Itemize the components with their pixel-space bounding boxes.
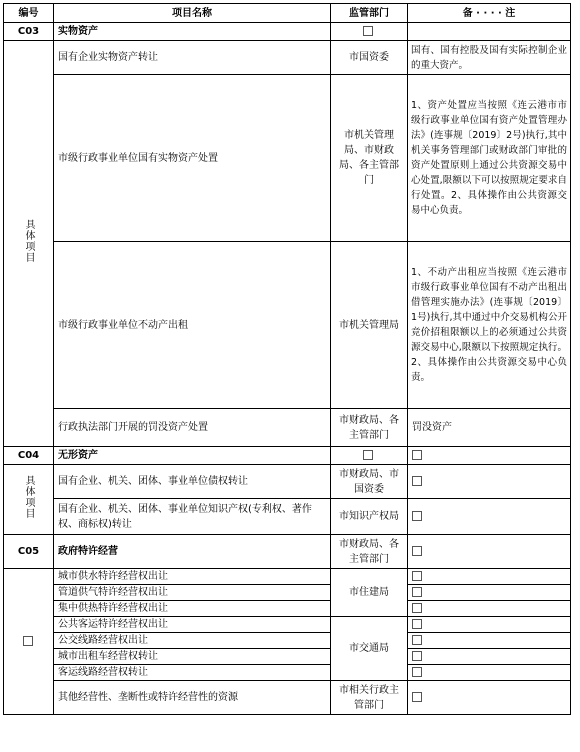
table-row [4, 681, 571, 715]
section-dept: 市财政局、各主管部门 [331, 535, 408, 569]
table-row [4, 499, 571, 535]
item-name: 城市出租车经营权转让 [54, 649, 331, 665]
item-name: 国有企业、机关、团体、事业单位债权转让 [54, 465, 331, 499]
item-note: 1、资产处置应当按照《连云港市市级行政事业单位国有资产处置管理办法》(连事规〔2019〕2号)执行,其中机关事务管理部门或财政部门审批的资产处置原则上通过公共资源交易中心处置,限额以下可以按照规定要求自行处置。2、具体操作由公共资源交易中心负责。 [408, 75, 571, 242]
checkbox-mark-icon [412, 571, 422, 581]
item-note: 国有、国有控股及国有实际控制企业的重大资产。 [408, 41, 571, 75]
item-dept: 市财政局、各主管部门 [331, 409, 408, 447]
item-dept: 市交通局 [331, 617, 408, 681]
checkbox-mark-icon [412, 587, 422, 597]
item-name: 行政执法部门开展的罚没资产处置 [54, 409, 331, 447]
section-row-c05 [4, 535, 571, 569]
table-row [4, 617, 571, 633]
resource-table [3, 3, 571, 715]
item-dept: 市机关管理局、市财政局、各主管部门 [331, 75, 408, 242]
table-row [4, 601, 571, 617]
checkbox-mark-icon [412, 651, 422, 661]
table-row [4, 633, 571, 649]
item-dept: 市国资委 [331, 41, 408, 75]
table-row [4, 409, 571, 447]
checkbox-mark-icon [412, 667, 422, 677]
table-row [4, 649, 571, 665]
item-name: 市级行政事业单位国有实物资产处置 [54, 75, 331, 242]
checkbox-mark-icon [412, 546, 422, 556]
side-label-cell [4, 41, 54, 447]
checkbox-mark-icon [363, 450, 373, 460]
side-label-cell [4, 569, 54, 715]
item-dept: 市知识产权局 [331, 499, 408, 535]
section-code: C03 [4, 23, 54, 41]
checkbox-mark-icon [412, 692, 422, 702]
checkbox-mark-icon [412, 619, 422, 629]
item-dept: 市机关管理局 [331, 242, 408, 409]
table-row [4, 569, 571, 585]
section-code: C05 [4, 535, 54, 569]
item-dept: 市财政局、市国资委 [331, 465, 408, 499]
table-row [4, 75, 571, 242]
side-label: 具体项目 [23, 219, 34, 263]
item-note: 1、不动产出租应当按照《连云港市市级行政事业单位国有不动产出租出借管理实施办法》(连事规〔2019〕1号)执行,其中通过中介交易机构公开竞价招租限额以上的必须通过公共资源交易中心,限额以下按照规定执行。2、具体操作由公共资源交易中心负责。 [408, 242, 571, 409]
item-name: 管道供气特许经营权出让 [54, 585, 331, 601]
section-title: 政府特许经营 [54, 535, 331, 569]
checkbox-mark-icon [412, 635, 422, 645]
item-name: 集中供热特许经营权出让 [54, 601, 331, 617]
header-code: 编号 [4, 4, 54, 23]
side-label-cell [4, 465, 54, 535]
checkbox-mark-icon [23, 636, 33, 646]
item-name: 其他经营性、垄断性或特许经营性的资源 [54, 681, 331, 715]
table-row [4, 465, 571, 499]
checkbox-mark-icon [412, 603, 422, 613]
item-dept: 市住建局 [331, 569, 408, 617]
section-title: 无形资产 [54, 447, 331, 465]
item-name: 客运线路经营权转让 [54, 665, 331, 681]
item-name: 公共客运特许经营权出让 [54, 617, 331, 633]
table-row [4, 242, 571, 409]
header-row [4, 4, 571, 23]
table-row [4, 665, 571, 681]
header-note: 备 · · · · 注 [408, 4, 571, 23]
item-name: 城市供水特许经营权出让 [54, 569, 331, 585]
header-name: 项目名称 [54, 4, 331, 23]
item-dept: 市相关行政主管部门 [331, 681, 408, 715]
side-label: 具体项目 [23, 475, 34, 519]
header-dept: 监管部门 [331, 4, 408, 23]
table-row [4, 41, 571, 75]
item-name: 市级行政事业单位不动产出租 [54, 242, 331, 409]
checkbox-mark-icon [412, 450, 422, 460]
item-name: 公交线路经营权出让 [54, 633, 331, 649]
item-name: 国有企业、机关、团体、事业单位知识产权(专利权、著作权、商标权)转让 [54, 499, 331, 535]
section-title: 实物资产 [54, 23, 331, 41]
checkbox-mark-icon [363, 26, 373, 36]
checkbox-mark-icon [412, 511, 422, 521]
item-name: 国有企业实物资产转让 [54, 41, 331, 75]
item-note: 罚没资产 [408, 409, 571, 447]
table-row [4, 585, 571, 601]
checkbox-mark-icon [412, 476, 422, 486]
section-row-c03 [4, 23, 571, 41]
section-code: C04 [4, 447, 54, 465]
section-row-c04 [4, 447, 571, 465]
